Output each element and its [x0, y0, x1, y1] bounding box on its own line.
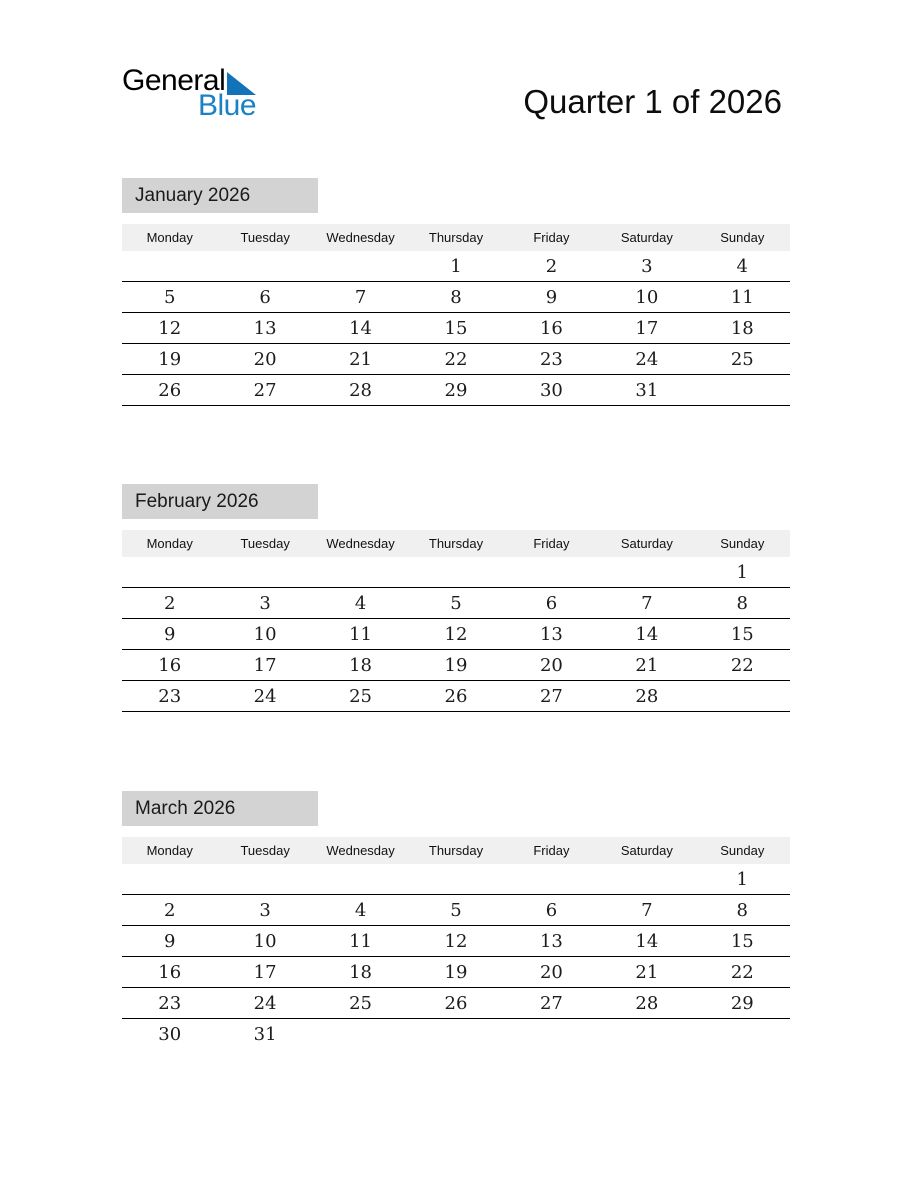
weekday-label: Tuesday [240, 843, 290, 858]
day-cell: 26 [444, 992, 468, 1014]
day-cell: 25 [349, 685, 373, 707]
day-cell: 13 [539, 623, 563, 645]
day-cell: 11 [349, 623, 373, 645]
day-cell: 30 [158, 1024, 182, 1045]
day-cell [408, 557, 503, 587]
day-cell: 13 [253, 317, 277, 339]
day-cell: 8 [736, 592, 748, 614]
week-row [122, 1019, 790, 1050]
day-cell: 4 [354, 899, 367, 921]
day-cell: 17 [253, 961, 277, 983]
weekday-label: Wednesday [326, 843, 395, 858]
day-cell: 3 [259, 592, 271, 614]
day-cell [599, 864, 694, 894]
week-row [122, 619, 790, 650]
day-cell: 20 [253, 348, 277, 370]
month-title: January 2026 [122, 178, 318, 213]
weekday-label: Saturday [620, 230, 673, 245]
day-cell: 20 [539, 961, 563, 983]
logo-text-general: General [122, 64, 226, 97]
day-cell: 9 [163, 623, 176, 645]
week-row [122, 926, 790, 957]
day-cell [504, 864, 599, 894]
day-cell: 15 [444, 317, 468, 339]
weekday-header-row [122, 530, 790, 557]
day-cell: 2 [163, 899, 176, 921]
day-cell: 10 [635, 286, 659, 308]
weekday-label: Thursday [428, 843, 484, 858]
day-cell: 1 [736, 868, 748, 890]
day-cell: 28 [349, 379, 373, 401]
day-cell: 10 [253, 930, 277, 952]
week-row [122, 957, 790, 988]
day-cell [313, 1019, 408, 1050]
day-cell: 12 [158, 317, 182, 339]
day-cell: 29 [730, 992, 754, 1014]
day-cell [504, 1019, 599, 1050]
week-row [122, 650, 790, 681]
day-cell: 12 [444, 930, 468, 952]
general-blue-logo [122, 64, 256, 121]
day-cell: 6 [545, 899, 558, 921]
day-cell: 20 [539, 654, 563, 676]
day-cell: 3 [259, 899, 271, 921]
logo-text-blue: Blue [198, 89, 257, 122]
day-cell [313, 557, 408, 587]
day-cell: 21 [635, 961, 659, 983]
weekday-label: Monday [146, 536, 193, 551]
day-cell: 26 [444, 685, 468, 707]
day-cell: 30 [539, 379, 563, 401]
week-row [122, 588, 790, 619]
day-cell: 18 [730, 317, 754, 339]
day-cell: 9 [545, 286, 558, 308]
week-row [122, 988, 790, 1019]
week-row [122, 344, 790, 375]
day-cell: 24 [253, 685, 277, 707]
day-cell: 16 [158, 961, 182, 983]
day-cell: 4 [354, 592, 367, 614]
day-cell [217, 864, 312, 894]
day-cell: 17 [635, 317, 659, 339]
day-cell [313, 864, 408, 894]
weekday-label: Friday [533, 843, 570, 858]
day-cell: 27 [253, 379, 277, 401]
day-cell: 1 [450, 255, 462, 277]
day-cell: 1 [736, 561, 748, 583]
day-cell: 31 [635, 379, 659, 401]
weekday-label: Friday [533, 230, 570, 245]
day-cell: 23 [539, 348, 563, 370]
month-section [122, 791, 790, 1050]
weekday-label: Thursday [428, 230, 484, 245]
day-cell: 26 [158, 379, 182, 401]
month-section [122, 178, 790, 406]
month-title: March 2026 [122, 791, 318, 826]
day-cell: 28 [635, 685, 659, 707]
week-row [122, 282, 790, 313]
day-cell [599, 557, 694, 587]
day-cell: 18 [349, 961, 373, 983]
weekday-label: Sunday [720, 843, 765, 858]
day-cell: 28 [635, 992, 659, 1014]
day-cell: 27 [539, 992, 563, 1014]
day-cell: 11 [730, 286, 754, 308]
day-cell: 19 [444, 961, 468, 983]
weekday-label: Monday [146, 843, 193, 858]
day-cell [599, 1019, 694, 1050]
day-cell: 3 [641, 255, 653, 277]
day-cell [408, 864, 503, 894]
week-row [122, 375, 790, 406]
weekday-label: Tuesday [240, 536, 290, 551]
day-cell: 9 [163, 930, 176, 952]
day-cell: 7 [641, 899, 653, 921]
weekday-label: Sunday [720, 536, 765, 551]
week-row [122, 557, 790, 588]
day-cell: 12 [444, 623, 468, 645]
day-cell [122, 864, 217, 894]
day-cell: 24 [253, 992, 277, 1014]
day-cell [695, 681, 790, 711]
day-cell [408, 1019, 503, 1050]
day-cell: 21 [635, 654, 659, 676]
day-cell [695, 375, 790, 405]
day-cell: 10 [253, 623, 277, 645]
day-cell: 7 [354, 286, 367, 308]
weekday-label: Friday [533, 536, 570, 551]
week-row [122, 251, 790, 282]
day-cell [217, 251, 312, 281]
day-cell [313, 251, 408, 281]
day-cell: 6 [259, 286, 271, 308]
day-cell: 2 [545, 255, 558, 277]
weekday-header-row [122, 224, 790, 251]
day-cell [504, 557, 599, 587]
day-cell: 19 [158, 348, 182, 370]
weekday-label: Wednesday [326, 230, 395, 245]
weekday-label: Tuesday [240, 230, 290, 245]
weekday-label: Saturday [620, 843, 673, 858]
day-cell: 19 [444, 654, 468, 676]
day-cell: 31 [253, 1024, 277, 1045]
day-cell: 8 [450, 286, 462, 308]
day-cell: 6 [545, 592, 558, 614]
day-cell: 7 [641, 592, 653, 614]
day-cell: 22 [730, 961, 754, 983]
day-cell: 14 [349, 317, 373, 339]
week-row [122, 864, 790, 895]
day-cell: 5 [163, 286, 176, 308]
day-cell: 11 [349, 930, 373, 952]
page-title: Quarter 1 of 2026 [523, 83, 782, 120]
day-cell [122, 557, 217, 587]
day-cell: 14 [635, 930, 659, 952]
day-cell: 2 [163, 592, 176, 614]
day-cell: 21 [349, 348, 373, 370]
day-cell: 23 [158, 685, 182, 707]
week-row [122, 681, 790, 712]
week-row [122, 895, 790, 926]
day-cell: 16 [158, 654, 182, 676]
day-cell: 5 [450, 592, 462, 614]
month-section [122, 484, 790, 712]
weekday-label: Monday [146, 230, 193, 245]
day-cell: 5 [450, 899, 462, 921]
weekday-label: Saturday [620, 536, 673, 551]
day-cell [695, 1019, 790, 1050]
weekday-label: Thursday [428, 536, 484, 551]
day-cell: 17 [253, 654, 277, 676]
month-title: February 2026 [122, 484, 318, 519]
day-cell: 15 [730, 623, 754, 645]
day-cell: 25 [730, 348, 754, 370]
day-cell: 22 [444, 348, 468, 370]
weekday-header-row [122, 837, 790, 864]
day-cell [122, 251, 217, 281]
day-cell: 25 [349, 992, 373, 1014]
day-cell: 18 [349, 654, 373, 676]
day-cell: 24 [635, 348, 659, 370]
day-cell: 13 [539, 930, 563, 952]
day-cell: 23 [158, 992, 182, 1014]
day-cell: 22 [730, 654, 754, 676]
day-cell: 16 [539, 317, 563, 339]
weekday-label: Sunday [720, 230, 765, 245]
day-cell: 8 [736, 899, 748, 921]
day-cell: 27 [539, 685, 563, 707]
day-cell: 29 [444, 379, 468, 401]
day-cell: 15 [730, 930, 754, 952]
day-cell: 4 [736, 255, 748, 277]
weekday-label: Wednesday [326, 536, 395, 551]
day-cell: 14 [635, 623, 659, 645]
day-cell [217, 557, 312, 587]
week-row [122, 313, 790, 344]
